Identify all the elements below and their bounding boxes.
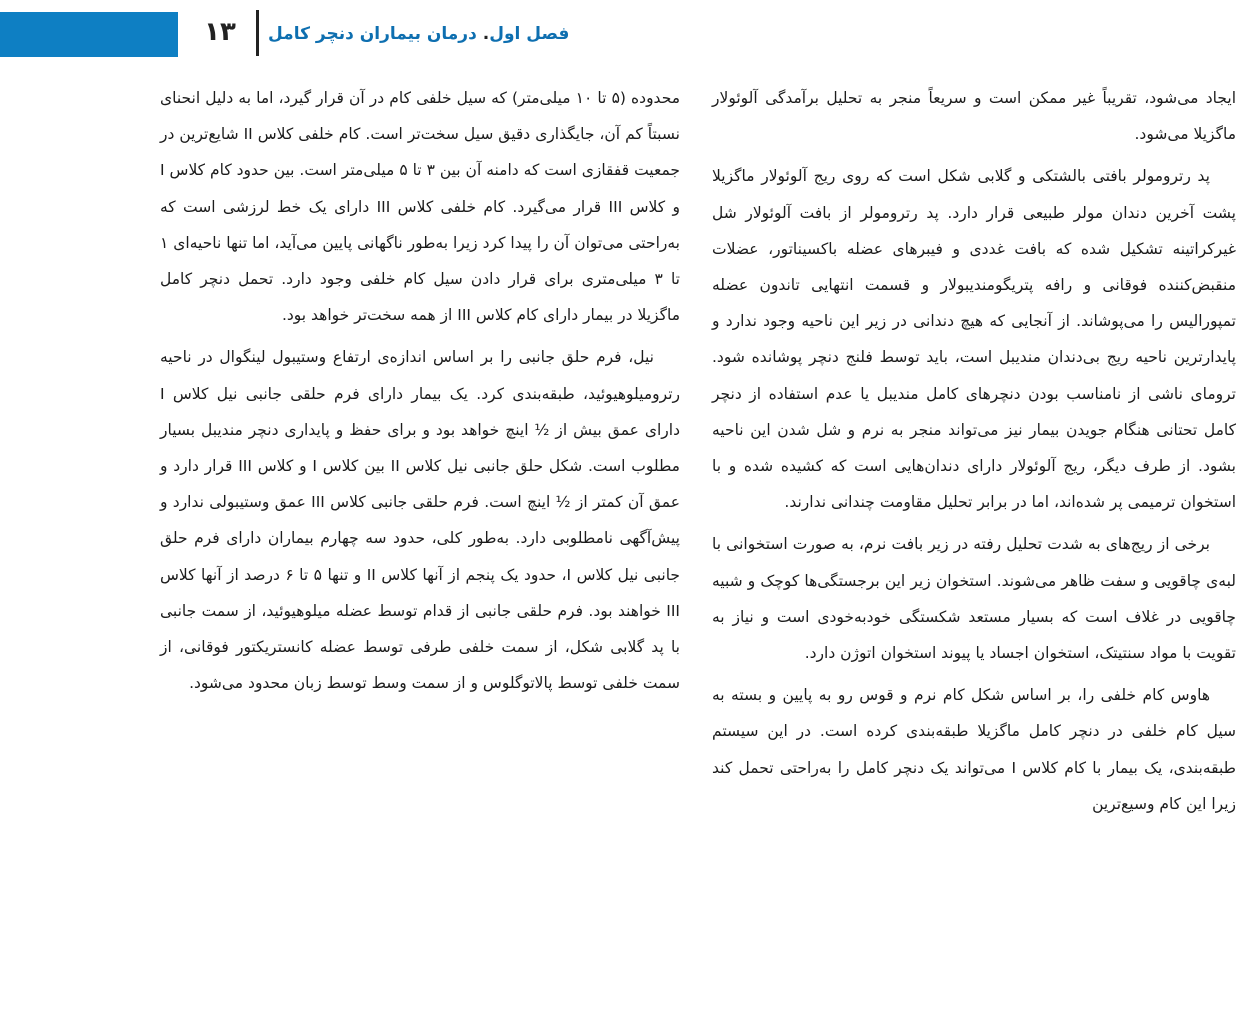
paragraph: ایجاد می‌شود، تقریباً غیر ممکن است و سریعاً منجر به تحلیل برآمدگی آلوئولار ماگزیلا می‌شود. [712, 89, 1236, 144]
paragraph: برخی از ریج‌های به شدت تحلیل رفته در زیر بافت نرم، به صورت استخوانی با لبه‌ی چاقویی و سفت ظاهر می‌شوند. استخوان زیر این برجستگی‌ها کوچک و شبیه چاقویی در غلاف است که بسیار مستعد شکستگی خودبه‌خودی است و نیاز به تقویت با مواد سنتیتک، استخوان اجساد یا پیوند استخوان اتوژن دارد. [712, 535, 1236, 663]
page-number: ۱۳ [204, 17, 236, 47]
header-color-bar [0, 12, 178, 57]
chapter-separator: . [482, 24, 490, 44]
chapter-title: درمان بیماران دنچر کامل [268, 24, 477, 44]
chapter-label: فصل اول [489, 24, 570, 44]
page-header [0, 0, 1247, 60]
paragraph: محدوده (۵ تا ۱۰ میلی‌متر) که سیل خلفی کام در آن قرار گیرد، اما به دلیل انحنای نسبتاً کم آن، جایگذاری دقیق سیل سخت‌تر است. کام خلفی کلاس II شایع‌ترین در جمعیت قفقازی است که دامنه آن بین ۳ تا ۵ میلی‌متر است. بین حدود کام کلاس I و کلاس III قرار می‌گیرد. کام خلفی کلاس III دارای یک خط لرزشی است که به‌راحتی می‌توان آن را پیدا کرد زیرا به‌طور ناگهانی پایین می‌آید، اما تنها ناحیه‌ای ۱ تا ۳ میلی‌متری برای قرار دادن سیل کام خلفی وجود دارد. تحمل دنچر کامل ماگزیلا در بیمار دارای کام کلاس III از همه سخت‌تر خواهد بود. [160, 89, 681, 325]
paragraph: هاوس کام خلفی را، بر اساس شکل کام نرم و قوس رو به پایین و بسته به سیل کام خلفی در دنچر کامل ماگزیلا طبقه‌بندی کرده است. در این سیستم طبقه‌بندی، یک بیمار با کام کلاس I می‌تواند یک دنچر کامل را به‌راحتی تحمل کند زیرا این کام وسیع‌ترین [712, 686, 1237, 813]
text-column-right [712, 80, 1236, 822]
text-column-left [160, 80, 680, 701]
header-divider [256, 10, 259, 56]
chapter-heading [268, 16, 688, 52]
paragraph: پد رترومولر بافتی بالشتکی و گلابی شکل است که روی ریج آلوئولار ماگزیلا پشت آخرین دندان مولر طبیعی قرار دارد. پد رترومولر از بافت آلوئولار شل غیرکراتینه تشکیل شده که بافت غددی و فیبرهای عضله باکسیناتور، عضلات منقبض‌کننده فوقانی و رافه پتریگومندیبولار و قسمت انتهایی تاندون عضله تمپورالیس را می‌پوشاند. از آنجایی که هیچ دندانی در زیر این ناحیه وجود ندارد و پایدارترین ناحیه ریج بی‌دندان مندیبل است، باید توسط فلنج دنچر پوشانده شود. ترومای ناشی از نامناسب بودن دنچرهای کامل مندیبل یا عدم استفاده از دنچر کامل تحتانی هنگام جویدن بیمار نیز می‌تواند منجر به نرم و شل شدن این ناحیه بشود. از طرف دیگر، ریج آلوئولار دارای دندان‌هایی است که کشیده شده و با استخوان ترمیمی پر شده‌اند، اما در برابر تحلیل مقاومت چندانی ندارند. [712, 167, 1236, 512]
paragraph: نیل، فرم حلق جانبی را بر اساس اندازه‌ی ارتفاع وستیبول لینگوال در ناحیه رترومیلوهیوئید، طبقه‌بندی کرد. یک بیمار دارای فرم حلقی جانبی نیل کلاس I دارای عمق بیش از ½ اینچ خواهد بود و برای حفظ و پایداری دنچر مندیبل بسیار مطلوب است. شکل حلق جانبی نیل کلاس II بین کلاس I و کلاس III قرار دارد و عمق آن کمتر از ½ اینچ است. فرم حلقی جانبی کلاس III عمق وستیبولی ندارد و پیش‌آگهی نامطلوبی دارد. به‌طور کلی، حدود سه چهارم بیماران دارای فرم حلق جانبی نیل کلاس I، حدود یک پنجم از آنها کلاس II و تنها ۵ تا ۶ درصد از آنها کلاس III خواهند بود. فرم حلقی جانبی از قدام توسط عضله میلوهیوئید، از سمت جانبی با پد گلابی شکل، از سمت خلفی طرفی توسط عضله کانستریکتور فوقانی، از سمت خلفی توسط پالاتوگلوس و از سمت وسط توسط زبان محدود می‌شود. [160, 348, 681, 693]
